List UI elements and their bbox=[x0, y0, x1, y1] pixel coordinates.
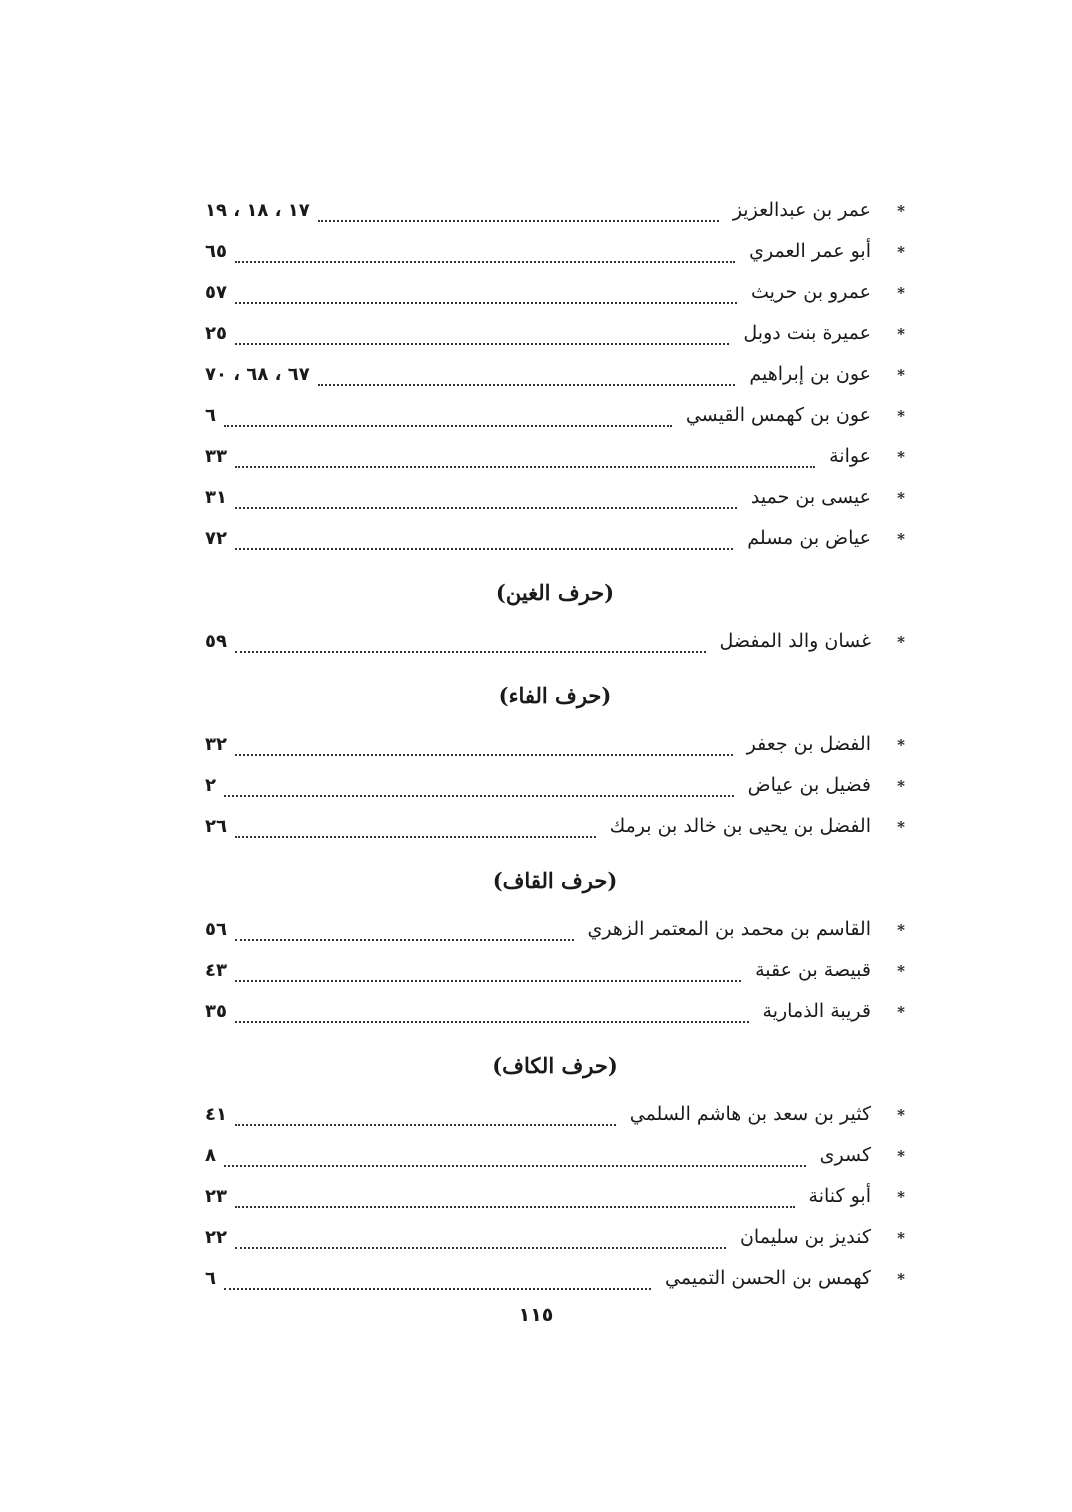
index-entry bbox=[205, 436, 905, 477]
entry-page-numbers: ٨ bbox=[205, 1145, 216, 1166]
index-entry bbox=[205, 1217, 905, 1258]
bullet-asterisk-icon: * bbox=[897, 530, 905, 548]
bullet-asterisk-icon: * bbox=[897, 921, 905, 939]
entry-page-numbers: ٣٢ bbox=[205, 734, 227, 755]
entry-name: عون بن كهمس القيسي bbox=[685, 404, 871, 426]
entry-page-numbers: ٢ bbox=[205, 775, 216, 796]
bullet-asterisk-icon: * bbox=[897, 1188, 905, 1206]
dot-leader bbox=[318, 372, 736, 386]
index-entry bbox=[205, 806, 905, 847]
index-entry bbox=[205, 272, 905, 313]
entry-page-numbers: ١٧ ، ١٨ ، ١٩ bbox=[205, 200, 310, 221]
bullet-asterisk-icon: * bbox=[897, 366, 905, 384]
bullet-asterisk-icon: * bbox=[897, 448, 905, 466]
letter-section-heading: (حرف القاف) bbox=[492, 868, 618, 893]
bullet-asterisk-icon: * bbox=[897, 1229, 905, 1247]
entry-name: كهمس بن الحسن التميمي bbox=[665, 1267, 871, 1289]
entry-name: عوانة bbox=[829, 445, 871, 467]
entry-page-numbers: ٥٧ bbox=[205, 282, 227, 303]
index-entry bbox=[205, 950, 905, 991]
index-entry bbox=[205, 313, 905, 354]
entry-name: القاسم بن محمد بن المعتمر الزهري bbox=[587, 918, 871, 940]
bullet-asterisk-icon: * bbox=[897, 736, 905, 754]
dot-leader bbox=[224, 783, 734, 797]
entry-page-numbers: ٥٩ bbox=[205, 631, 227, 652]
dot-leader bbox=[235, 495, 737, 509]
entry-name: قريبة الذمارية bbox=[762, 1000, 871, 1022]
index-entry bbox=[205, 477, 905, 518]
bullet-asterisk-icon: * bbox=[897, 1147, 905, 1165]
entry-name: الفضل بن جعفر bbox=[746, 733, 871, 755]
index-entry bbox=[205, 354, 905, 395]
bullet-asterisk-icon: * bbox=[897, 325, 905, 343]
entry-page-numbers: ٢٢ bbox=[205, 1227, 227, 1248]
dot-leader bbox=[235, 1112, 616, 1126]
index-entry bbox=[205, 518, 905, 559]
dot-leader bbox=[224, 1276, 651, 1290]
index-entry bbox=[205, 1094, 905, 1135]
dot-leader bbox=[235, 1235, 726, 1249]
dot-leader bbox=[235, 249, 735, 263]
page-number: ١١٥ bbox=[518, 1304, 554, 1326]
index-entry bbox=[205, 395, 905, 436]
entry-page-numbers: ٢٦ bbox=[205, 816, 227, 837]
dot-leader bbox=[318, 208, 719, 222]
bullet-asterisk-icon: * bbox=[897, 1270, 905, 1288]
dot-leader bbox=[224, 413, 672, 427]
index-entry bbox=[205, 190, 905, 231]
entry-name: أبو كنانة bbox=[808, 1185, 871, 1207]
dot-leader bbox=[235, 824, 596, 838]
bullet-asterisk-icon: * bbox=[897, 202, 905, 220]
dot-leader bbox=[235, 1194, 795, 1208]
bullet-asterisk-icon: * bbox=[897, 243, 905, 261]
letter-section-heading: (حرف الفاء) bbox=[498, 683, 612, 708]
entry-page-numbers: ٦٧ ، ٦٨ ، ٧٠ bbox=[205, 364, 310, 385]
index-entry bbox=[205, 1176, 905, 1217]
entry-page-numbers: ٤٣ bbox=[205, 960, 227, 981]
entry-name: عميرة بنت دوبل bbox=[743, 322, 871, 344]
entry-name: غسان والد المفضل bbox=[719, 630, 871, 652]
index-entry bbox=[205, 1135, 905, 1176]
entry-name: عمرو بن حريث bbox=[751, 281, 871, 303]
entry-name: عياض بن مسلم bbox=[747, 527, 871, 549]
entry-page-numbers: ٦٥ bbox=[205, 241, 227, 262]
index-entry bbox=[205, 621, 905, 662]
dot-leader bbox=[235, 742, 733, 756]
index-entry bbox=[205, 991, 905, 1032]
entry-name: عمر بن عبدالعزيز bbox=[732, 199, 871, 221]
entry-name: كثير بن سعد بن هاشم السلمي bbox=[629, 1103, 871, 1125]
bullet-asterisk-icon: * bbox=[897, 962, 905, 980]
dot-leader bbox=[235, 454, 815, 468]
entry-page-numbers: ٢٥ bbox=[205, 323, 227, 344]
entry-page-numbers: ٣٥ bbox=[205, 1001, 227, 1022]
letter-section-heading: (حرف الكاف) bbox=[492, 1053, 618, 1078]
dot-leader bbox=[235, 968, 741, 982]
index-entry bbox=[205, 909, 905, 950]
entry-name: كنديز بن سليمان bbox=[739, 1226, 871, 1248]
entry-page-numbers: ٦ bbox=[205, 405, 216, 426]
dot-leader bbox=[235, 1009, 749, 1023]
name-index bbox=[205, 190, 905, 1299]
bullet-asterisk-icon: * bbox=[897, 777, 905, 795]
letter-section-heading: (حرف الغين) bbox=[495, 580, 615, 605]
dot-leader bbox=[235, 927, 574, 941]
index-entry bbox=[205, 231, 905, 272]
entry-page-numbers: ٥٦ bbox=[205, 919, 227, 940]
dot-leader bbox=[235, 639, 706, 653]
bullet-asterisk-icon: * bbox=[897, 407, 905, 425]
dot-leader bbox=[235, 331, 729, 345]
entry-page-numbers: ٦ bbox=[205, 1268, 216, 1289]
entry-name: عون بن إبراهيم bbox=[749, 363, 871, 385]
index-entry bbox=[205, 724, 905, 765]
bullet-asterisk-icon: * bbox=[897, 1003, 905, 1021]
entry-page-numbers: ٢٣ bbox=[205, 1186, 227, 1207]
entry-name: فضيل بن عياض bbox=[747, 774, 871, 796]
bullet-asterisk-icon: * bbox=[897, 489, 905, 507]
entry-page-numbers: ٣١ bbox=[205, 487, 227, 508]
bullet-asterisk-icon: * bbox=[897, 284, 905, 302]
entry-name: أبو عمر العمري bbox=[749, 240, 871, 262]
entry-name: عيسى بن حميد bbox=[750, 486, 871, 508]
entry-page-numbers: ٧٢ bbox=[205, 528, 227, 549]
entry-name: كسرى bbox=[819, 1144, 871, 1166]
bullet-asterisk-icon: * bbox=[897, 818, 905, 836]
dot-leader bbox=[224, 1153, 806, 1167]
index-entry bbox=[205, 765, 905, 806]
bullet-asterisk-icon: * bbox=[897, 633, 905, 651]
entry-name: الفضل بن يحيى بن خالد بن برمك bbox=[609, 815, 871, 837]
dot-leader bbox=[235, 536, 733, 550]
dot-leader bbox=[235, 290, 737, 304]
entry-page-numbers: ٣٣ bbox=[205, 446, 227, 467]
entry-page-numbers: ٤١ bbox=[205, 1104, 227, 1125]
index-entry bbox=[205, 1258, 905, 1299]
bullet-asterisk-icon: * bbox=[897, 1106, 905, 1124]
entry-name: قبيصة بن عقبة bbox=[755, 959, 871, 981]
